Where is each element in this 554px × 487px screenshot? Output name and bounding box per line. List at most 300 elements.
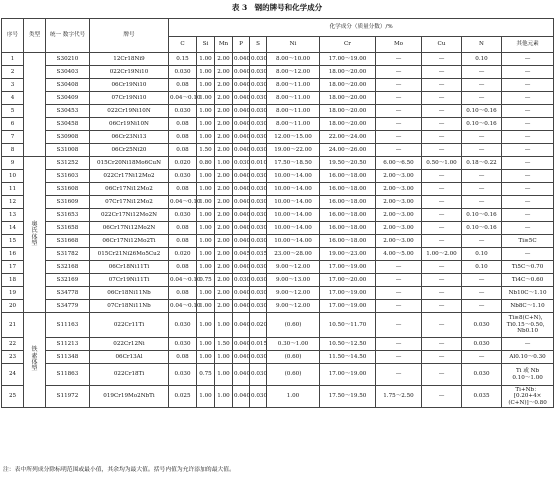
cell-grade: 07Cr19Ni10: [90, 92, 169, 105]
cell-ni-line: 8.00～11.00: [275, 81, 311, 88]
cell-n-line: —: [478, 185, 485, 192]
col-header-element: N: [462, 37, 502, 53]
cell-p: 0.040: [233, 66, 250, 79]
cell-cr: [320, 235, 376, 248]
cell-mo: [376, 287, 422, 300]
cell-p: 0.040: [233, 261, 250, 274]
cell-other-line: Ti≥5C: [518, 237, 537, 244]
cell-mo-line: 2.00～3.00: [383, 172, 414, 179]
cell-si: 1.00: [197, 235, 215, 248]
cell-cr-line: 17.00～19.00: [328, 371, 367, 378]
cell-ni: [267, 105, 320, 118]
cell-cu: [422, 170, 462, 183]
col-header-element: Si: [197, 37, 215, 53]
cell-si: 1.00: [197, 183, 215, 196]
cell-other-line: —: [524, 224, 531, 231]
cell-cr-line: 16.00～18.00: [328, 237, 367, 244]
cell-c-line: 0.030: [174, 68, 191, 75]
cell-cr-line: 18.00～20.00: [328, 94, 367, 101]
cell-p: 0.040: [233, 118, 250, 131]
cell-cu: [422, 274, 462, 287]
cell-other-line: Ti0.15～0.50，: [506, 321, 549, 328]
cell-n-line: —: [478, 276, 485, 283]
cell-si: 0.80: [197, 157, 215, 170]
cell-other: [502, 386, 554, 408]
cell-cr-line: 18.00～20.00: [328, 81, 367, 88]
cell-s: 0.030: [250, 386, 267, 408]
cell-mo: [376, 196, 422, 209]
cell-s: 0.030: [250, 53, 267, 66]
cell-c-line: 0.08: [176, 263, 189, 270]
cell-other: [502, 287, 554, 300]
category-char: 素: [31, 352, 38, 360]
cell-cu-line: —: [438, 302, 445, 309]
cell-p: 0.040: [233, 235, 250, 248]
cell-cr: [320, 66, 376, 79]
cell-n-line: 0.10: [475, 263, 488, 270]
cell-s: 0.030: [250, 209, 267, 222]
cell-c: [169, 131, 197, 144]
cell-cu: [422, 157, 462, 170]
cell-code: S30908: [46, 131, 90, 144]
cell-cr: [320, 222, 376, 235]
cell-c-line: 0.08: [176, 289, 189, 296]
cell-other-line: Ti+Nb：[0.20+4×: [513, 386, 542, 400]
cell-ni: [267, 261, 320, 274]
cell-mo-line: —: [395, 94, 402, 101]
cell-mo-line: 2.00～3.00: [383, 185, 414, 192]
cell-cr-line: 17.00～19.00: [328, 289, 367, 296]
cell-ni-line: 10.00～14.00: [274, 224, 312, 231]
cell-grade: 015Cr20Ni18Mo6CuN: [90, 157, 169, 170]
cell-cr: [320, 364, 376, 386]
cell-n-line: 0.10～0.16: [466, 107, 497, 114]
cell-ni: [267, 209, 320, 222]
cell-si: 1.00: [197, 313, 215, 338]
cell-c-line: 0.020: [174, 159, 191, 166]
cell-seq: 17: [2, 261, 24, 274]
cell-n: [462, 92, 502, 105]
cell-cr-line: 18.00～20.00: [328, 68, 367, 75]
table-row: [2, 79, 554, 92]
cell-n-line: 0.10～0.16: [466, 211, 497, 218]
table-row: [2, 105, 554, 118]
cell-other: [502, 209, 554, 222]
category-ferritic: [24, 313, 46, 408]
cell-mo-line: 2.00～3.00: [383, 198, 414, 205]
cell-c-line: 0.020: [174, 250, 191, 257]
cell-cr-line: 19.50～20.50: [328, 159, 367, 166]
cell-other: [502, 183, 554, 196]
cell-s: 0.030: [250, 196, 267, 209]
cell-cr-line: 22.00～24.00: [328, 133, 367, 140]
cell-mo-line: —: [395, 321, 402, 328]
cell-mo: [376, 53, 422, 66]
cell-ni-line: 9.00～13.00: [275, 276, 311, 283]
category-char: 型: [31, 239, 38, 247]
cell-s: 0.030: [250, 183, 267, 196]
category-char: 型: [31, 365, 38, 373]
cell-mo-line: —: [395, 133, 402, 140]
cell-cr-line: 16.00～18.00: [328, 224, 367, 231]
cell-other-line: —: [524, 94, 531, 101]
cell-other-line: Nb8C～1.10: [510, 302, 545, 309]
cell-cr-line: 10.50～12.50: [328, 340, 367, 347]
cell-grade: 06Cr23Ni13: [90, 131, 169, 144]
cell-ni-line: 10.00～14.00: [274, 172, 312, 179]
cell-n-line: 0.10: [475, 55, 488, 62]
cell-ni: [267, 79, 320, 92]
cell-cu: [422, 248, 462, 261]
cell-grade: 06Cr17Ni12Mo2Ti: [90, 235, 169, 248]
cell-n: [462, 313, 502, 338]
cell-other-line: —: [524, 55, 531, 62]
cell-cu: [422, 235, 462, 248]
cell-s: 0.030: [250, 287, 267, 300]
cell-seq: 14: [2, 222, 24, 235]
cell-mo-line: —: [395, 302, 402, 309]
cell-s: 0.010: [250, 157, 267, 170]
cell-c-line: 0.08: [176, 146, 189, 153]
cell-cr-line: 16.00～18.00: [328, 185, 367, 192]
cell-c: [169, 313, 197, 338]
cell-seq: 20: [2, 300, 24, 313]
cell-p: 0.040: [233, 364, 250, 386]
cell-n: [462, 170, 502, 183]
cell-c: [169, 209, 197, 222]
cell-seq: 6: [2, 118, 24, 131]
cell-c: [169, 79, 197, 92]
cell-cu-line: —: [438, 353, 445, 360]
cell-ni: [267, 66, 320, 79]
cell-p: 0.040: [233, 53, 250, 66]
cell-seq: 19: [2, 287, 24, 300]
cell-other-line: (C+N)]～0.80: [508, 399, 547, 406]
cell-mo: [376, 313, 422, 338]
cell-ni: [267, 118, 320, 131]
cell-seq: 3: [2, 79, 24, 92]
cell-n: [462, 364, 502, 386]
cell-seq: 16: [2, 248, 24, 261]
cell-mn: 2.00: [215, 183, 233, 196]
cell-other: [502, 313, 554, 338]
cell-other-line: —: [524, 250, 531, 257]
cell-c: [169, 364, 197, 386]
cell-ni-line: 9.00～12.00: [275, 289, 311, 296]
cell-si: 1.00: [197, 248, 215, 261]
cell-si: 0.75: [197, 274, 215, 287]
cell-s: 0.015: [250, 338, 267, 351]
cell-mo-line: 6.00～6.50: [383, 159, 414, 166]
cell-mn: 2.00: [215, 92, 233, 105]
cell-cu: [422, 66, 462, 79]
table-row: [2, 261, 554, 274]
cell-n: [462, 209, 502, 222]
cell-mn: 2.00: [215, 105, 233, 118]
col-header-code-line: 数字代号: [62, 32, 86, 39]
table-row: [2, 183, 554, 196]
table-row: [2, 144, 554, 157]
cell-cu: [422, 118, 462, 131]
cell-ni-line: (0.60): [284, 353, 302, 360]
cell-mn: 2.00: [215, 144, 233, 157]
col-header-element: P: [233, 37, 250, 53]
cell-other-line: —: [524, 107, 531, 114]
cell-s: 0.020: [250, 313, 267, 338]
cell-si: 1.00: [197, 386, 215, 408]
cell-n: [462, 131, 502, 144]
cell-mn: 2.00: [215, 287, 233, 300]
cell-p: 0.040: [233, 209, 250, 222]
cell-cr-line: 17.00～19.00: [328, 55, 367, 62]
cell-code: S30453: [46, 105, 90, 118]
cell-other: [502, 222, 554, 235]
cell-grade: 06Cr25Ni20: [90, 144, 169, 157]
cell-si: 1.00: [197, 79, 215, 92]
cell-mn: 2.00: [215, 118, 233, 131]
cell-mo-line: —: [395, 55, 402, 62]
cell-other: [502, 248, 554, 261]
cell-cr: [320, 144, 376, 157]
cell-ni-line: 19.00～22.00: [274, 146, 312, 153]
cell-s: 0.030: [250, 170, 267, 183]
cell-p: 0.040: [233, 222, 250, 235]
cell-other-line: Al0.10～0.30: [509, 353, 546, 360]
cell-c: [169, 92, 201, 105]
cell-other-line: —: [524, 81, 531, 88]
category-austenitic: [24, 157, 46, 313]
cell-other-line: —: [524, 159, 531, 166]
cell-mo: [376, 157, 422, 170]
cell-mo-line: —: [395, 263, 402, 270]
cell-cu: [422, 300, 462, 313]
cell-code: S30409: [46, 92, 90, 105]
cell-c-line: 0.08: [176, 237, 189, 244]
cell-n: [462, 144, 502, 157]
cell-c-line: 0.030: [174, 172, 191, 179]
cell-si: 1.50: [197, 144, 215, 157]
cell-cu: [422, 183, 462, 196]
cell-cu-line: —: [438, 107, 445, 114]
cell-s: 0.035: [250, 248, 267, 261]
cell-mo: [376, 144, 422, 157]
cell-mn: 1.00: [215, 386, 233, 408]
cell-ni-line: 12.00～15.00: [274, 133, 312, 140]
cell-n-line: 0.035: [473, 393, 490, 400]
cell-cr: [320, 386, 376, 408]
cell-other-line: Ti≥8(C+N)，: [508, 315, 547, 322]
cell-p: 0.040: [233, 92, 250, 105]
cell-cu-line: —: [438, 94, 445, 101]
cell-ni-line: (0.60): [284, 371, 302, 378]
cell-n-line: —: [478, 237, 485, 244]
cell-mo: [376, 364, 422, 386]
cell-c: [169, 300, 201, 313]
category-char: 氏: [31, 227, 38, 235]
cell-n-line: 0.10～0.16: [466, 224, 497, 231]
cell-mo: [376, 222, 422, 235]
cell-ni-line: 9.00～12.00: [275, 263, 311, 270]
cell-p: 0.040: [233, 131, 250, 144]
cell-cu-line: —: [438, 146, 445, 153]
cell-cu: [422, 79, 462, 92]
cell-other: [502, 157, 554, 170]
cell-s: 0.030: [250, 351, 267, 364]
cell-cr-line: 11.50～14.50: [328, 353, 367, 360]
cell-p: 0.040: [233, 183, 250, 196]
cell-c: [169, 261, 197, 274]
table-row: [2, 170, 554, 183]
cell-mn: 2.00: [215, 222, 233, 235]
cell-grade: 022Cr19Ni10N: [90, 105, 169, 118]
cell-n: [462, 300, 502, 313]
cell-c-line: 0.025: [174, 393, 191, 400]
col-header-element: C: [169, 37, 197, 53]
cell-c-line: 0.04～0.10: [170, 302, 201, 309]
cell-grade: 07Cr18Ni11Nb: [90, 300, 169, 313]
cell-cr: [320, 157, 376, 170]
cell-mn: 2.00: [215, 261, 233, 274]
cell-ni-line: 8.00～10.00: [275, 55, 311, 62]
cell-mo-line: —: [395, 340, 402, 347]
cell-p: 0.030: [233, 274, 250, 287]
cell-c-line: 0.15: [176, 55, 189, 62]
cell-ni: [267, 386, 320, 408]
cell-ni-line: 8.00～11.00: [275, 107, 311, 114]
table-note: 注：表中所列成分除标明范围或最小值，其余均为最大值。括号内值为允许添加的最大值。: [3, 467, 235, 473]
table-row: [2, 118, 554, 131]
cell-ni: [267, 170, 320, 183]
cell-ni-line: 10.00～14.00: [274, 211, 312, 218]
cell-seq: 15: [2, 235, 24, 248]
table-row: [2, 338, 554, 351]
cell-ni-line: 1.00: [286, 393, 300, 400]
cell-c: [169, 105, 197, 118]
cell-cu: [422, 287, 462, 300]
cell-ni: [267, 287, 320, 300]
cell-seq: 12: [2, 196, 24, 209]
cell-cu: [422, 338, 462, 351]
cell-code: S31668: [46, 235, 90, 248]
cell-mo: [376, 386, 422, 408]
cell-cr: [320, 131, 376, 144]
table-row: [2, 351, 554, 364]
cell-s: 0.030: [250, 118, 267, 131]
cell-mn: 1.00: [215, 157, 233, 170]
cell-code: S31603: [46, 170, 90, 183]
col-header-type: 类型: [24, 19, 46, 53]
cell-mo: [376, 131, 422, 144]
cell-other: [502, 79, 554, 92]
col-header-element: Cu: [422, 37, 462, 53]
cell-s: 0.030: [250, 79, 267, 92]
cell-cu-line: 1.00～2.00: [426, 250, 457, 257]
cell-cr-line: 16.00～18.00: [328, 211, 367, 218]
cell-mn: 2.00: [215, 274, 233, 287]
cell-ni-line: 8.00～11.00: [275, 94, 311, 101]
cell-n: [462, 53, 502, 66]
cell-s: 0.030: [250, 131, 267, 144]
cell-cr: [320, 300, 376, 313]
cell-ni: [267, 235, 320, 248]
cell-n-line: —: [478, 302, 485, 309]
cell-si: 1.00: [197, 338, 215, 351]
cell-cr-line: 17.00～19.00: [328, 302, 367, 309]
cell-c-line: 0.030: [174, 321, 191, 328]
cell-ni: [267, 364, 320, 386]
cell-grade: 022Cr19Ni10: [90, 66, 169, 79]
cell-other: [502, 261, 554, 274]
cell-cr: [320, 248, 376, 261]
cell-grade: 022Cr11Ti: [90, 313, 169, 338]
cell-code: S30210: [46, 53, 90, 66]
cell-c-line: 0.04～0.10: [170, 276, 201, 283]
col-header-element: S: [250, 37, 267, 53]
cell-seq: 18: [2, 274, 24, 287]
cell-si: 1.00: [197, 300, 215, 313]
cell-ni: [267, 274, 320, 287]
cell-n: [462, 351, 502, 364]
cell-mo-line: —: [395, 120, 402, 127]
cell-cu-line: —: [438, 289, 445, 296]
cell-mo: [376, 170, 422, 183]
cell-other-line: —: [524, 146, 531, 153]
cell-code: S30458: [46, 118, 90, 131]
cell-c: [169, 144, 197, 157]
cell-mo: [376, 235, 422, 248]
cell-n-line: 0.030: [473, 371, 490, 378]
cell-cr: [320, 118, 376, 131]
cell-p: 0.040: [233, 313, 250, 338]
cell-cu-line: —: [438, 237, 445, 244]
cell-c-line: 0.04～0.10: [170, 94, 201, 101]
cell-mo: [376, 351, 422, 364]
cell-mo-line: —: [395, 353, 402, 360]
col-header-element: 其他元素: [502, 37, 554, 53]
cell-seq: 21: [2, 313, 24, 338]
cell-grade: 022Cr17Ni12Mo2N: [90, 209, 169, 222]
col-header-composition: 化学成分（质量分数）/%: [169, 19, 554, 37]
cell-ni: [267, 157, 320, 170]
cell-other-line: Ti5C～0.70: [511, 263, 544, 270]
cell-n-line: 0.10～0.16: [466, 120, 497, 127]
cell-s: 0.030: [250, 261, 267, 274]
cell-n: [462, 248, 502, 261]
cell-cu-line: —: [438, 393, 445, 400]
cell-cr: [320, 183, 376, 196]
table-row: [2, 364, 554, 386]
cell-other-line: —: [524, 211, 531, 218]
col-header-element: Cr: [320, 37, 376, 53]
cell-seq: 4: [2, 92, 24, 105]
cell-n: [462, 338, 502, 351]
cell-n: [462, 235, 502, 248]
table-row: [2, 209, 554, 222]
cell-mo-line: 1.75～2.50: [383, 393, 414, 400]
cell-cr-line: 18.00～20.00: [328, 120, 367, 127]
cell-n-line: 0.030: [473, 321, 490, 328]
cell-c-line: 0.04～0.10: [170, 198, 201, 205]
cell-ni-line: 8.00～12.00: [275, 68, 311, 75]
cell-cr-line: 17.00～20.00: [328, 276, 367, 283]
cell-si: 1.00: [197, 287, 215, 300]
header-row-top: [2, 19, 554, 37]
cell-grade: 019Cr19Mo2NbTi: [90, 386, 169, 408]
cell-n: [462, 118, 502, 131]
cell-grade: 06Cr17Ni12Mo2N: [90, 222, 169, 235]
table-title: 表 3 钢的牌号和化学成分: [231, 3, 323, 12]
cell-cu-line: —: [438, 120, 445, 127]
